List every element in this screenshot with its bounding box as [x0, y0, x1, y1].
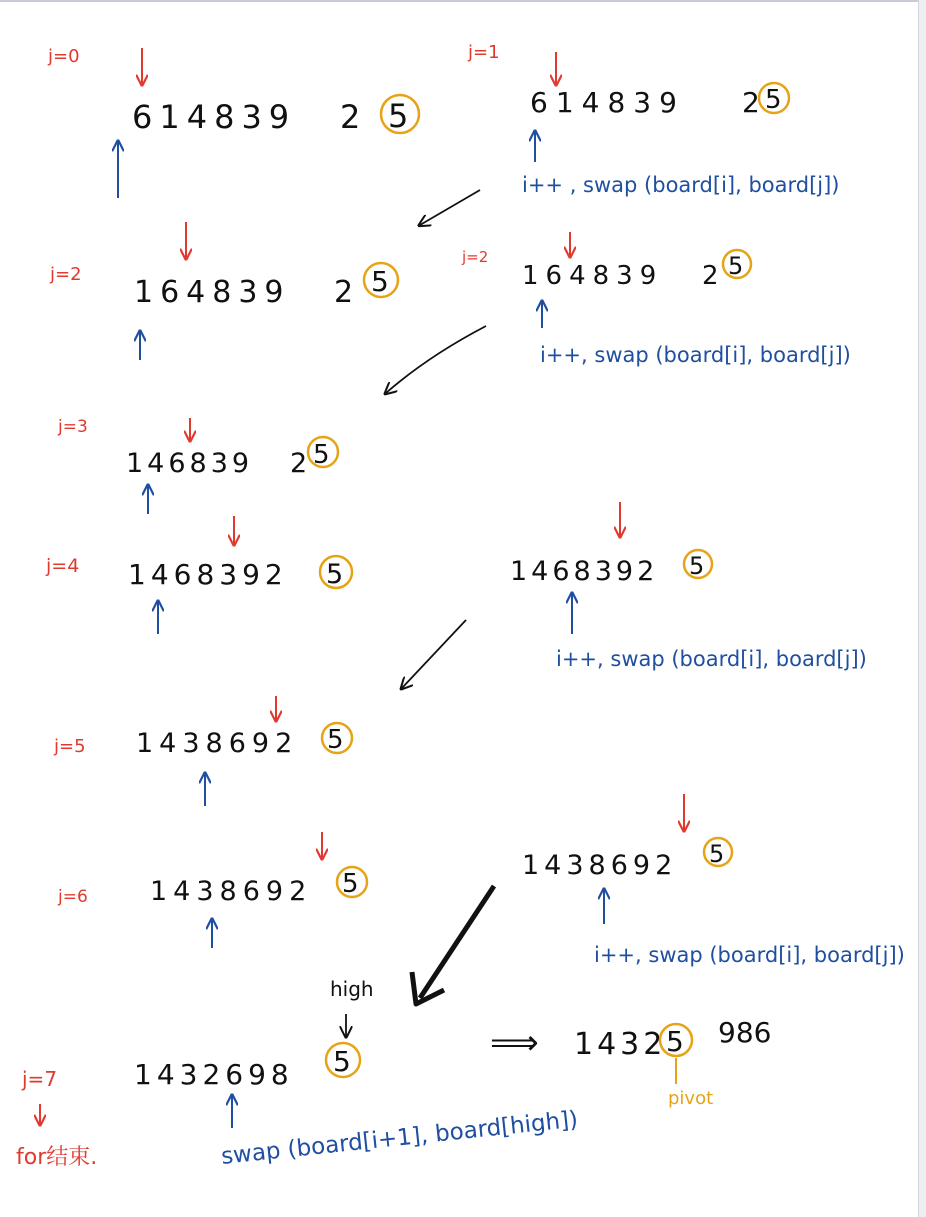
- row-j4: [45, 516, 352, 634]
- step-note: swap (board[i+1], board[high]): [219, 1106, 580, 1170]
- array-digits: 146839: [126, 448, 254, 479]
- array-tail: 2: [340, 98, 361, 136]
- step-note: i++, swap (board[i], board[j]): [540, 343, 851, 367]
- array-digits: 1468392: [510, 556, 659, 587]
- pivot-value: 5: [765, 85, 782, 115]
- row-j6-swap: [522, 794, 905, 967]
- array-digits: 164839: [522, 261, 664, 291]
- array-digits: 614839: [530, 86, 685, 119]
- row-j6: [57, 832, 367, 948]
- bold-transition-arrow: [420, 886, 494, 998]
- j-label: j=2: [462, 248, 489, 266]
- j-label: j=2: [50, 264, 82, 285]
- pivot-label: pivot: [668, 1088, 714, 1109]
- j-label: j=1: [468, 42, 500, 63]
- pivot-value: 5: [313, 440, 330, 470]
- array-digits: 1438692: [150, 876, 313, 907]
- transition-arrow: [420, 190, 480, 225]
- transition-arrow: [402, 620, 466, 688]
- pivot-value: 5: [728, 252, 744, 280]
- j-label: j=4: [46, 555, 80, 577]
- step-note: i++ , swap (board[i], board[j]): [522, 173, 840, 197]
- step-note: i++, swap (board[i], board[j]): [556, 647, 867, 671]
- j-label: j=3: [58, 417, 88, 437]
- pivot-value: 5: [326, 559, 344, 590]
- pivot-value: 5: [689, 552, 705, 580]
- row-j2: [49, 222, 398, 360]
- high-label: high: [330, 977, 374, 1001]
- result-left: 1432: [574, 1027, 667, 1062]
- row-j4-swap: [510, 502, 867, 671]
- result-right: 986: [718, 1016, 772, 1049]
- array-digits: 1438692: [136, 728, 299, 759]
- row-j5: [53, 696, 352, 806]
- pivot-value: 5: [388, 97, 409, 135]
- array-tail: 2: [290, 448, 308, 479]
- array-digits: 164839: [134, 275, 291, 310]
- array-digits: 614839: [132, 98, 297, 136]
- pivot-value: 5: [327, 725, 344, 755]
- j-label: j=7: [22, 1067, 58, 1091]
- for-end-label: for结束.: [16, 1145, 98, 1170]
- step-note: i++, swap (board[i], board[j]): [594, 943, 905, 967]
- pivot-value: 5: [333, 1045, 351, 1078]
- partition-result: [490, 1016, 771, 1109]
- row-j2-swap: [461, 232, 851, 367]
- array-tail: 2: [742, 86, 760, 119]
- array-tail: 2: [334, 275, 354, 310]
- row-j0: [47, 46, 419, 198]
- j-label: j=5: [54, 736, 86, 757]
- row-j7: [16, 977, 579, 1170]
- pivot-value: 5: [371, 265, 389, 298]
- row-j1: [467, 42, 840, 197]
- j-label: j=6: [58, 887, 88, 907]
- j-label: j=0: [48, 46, 80, 67]
- result-pivot: 5: [666, 1025, 684, 1058]
- pivot-value: 5: [709, 840, 725, 868]
- array-tail: 2: [702, 261, 719, 291]
- implies-arrow: ⟹: [490, 1023, 539, 1063]
- pivot-value: 5: [342, 869, 359, 899]
- transition-arrow: [386, 326, 486, 393]
- array-digits: 1468392: [128, 558, 288, 591]
- array-digits: 1438692: [522, 850, 678, 881]
- array-digits: 1432698: [134, 1058, 294, 1091]
- row-j3: [57, 417, 338, 514]
